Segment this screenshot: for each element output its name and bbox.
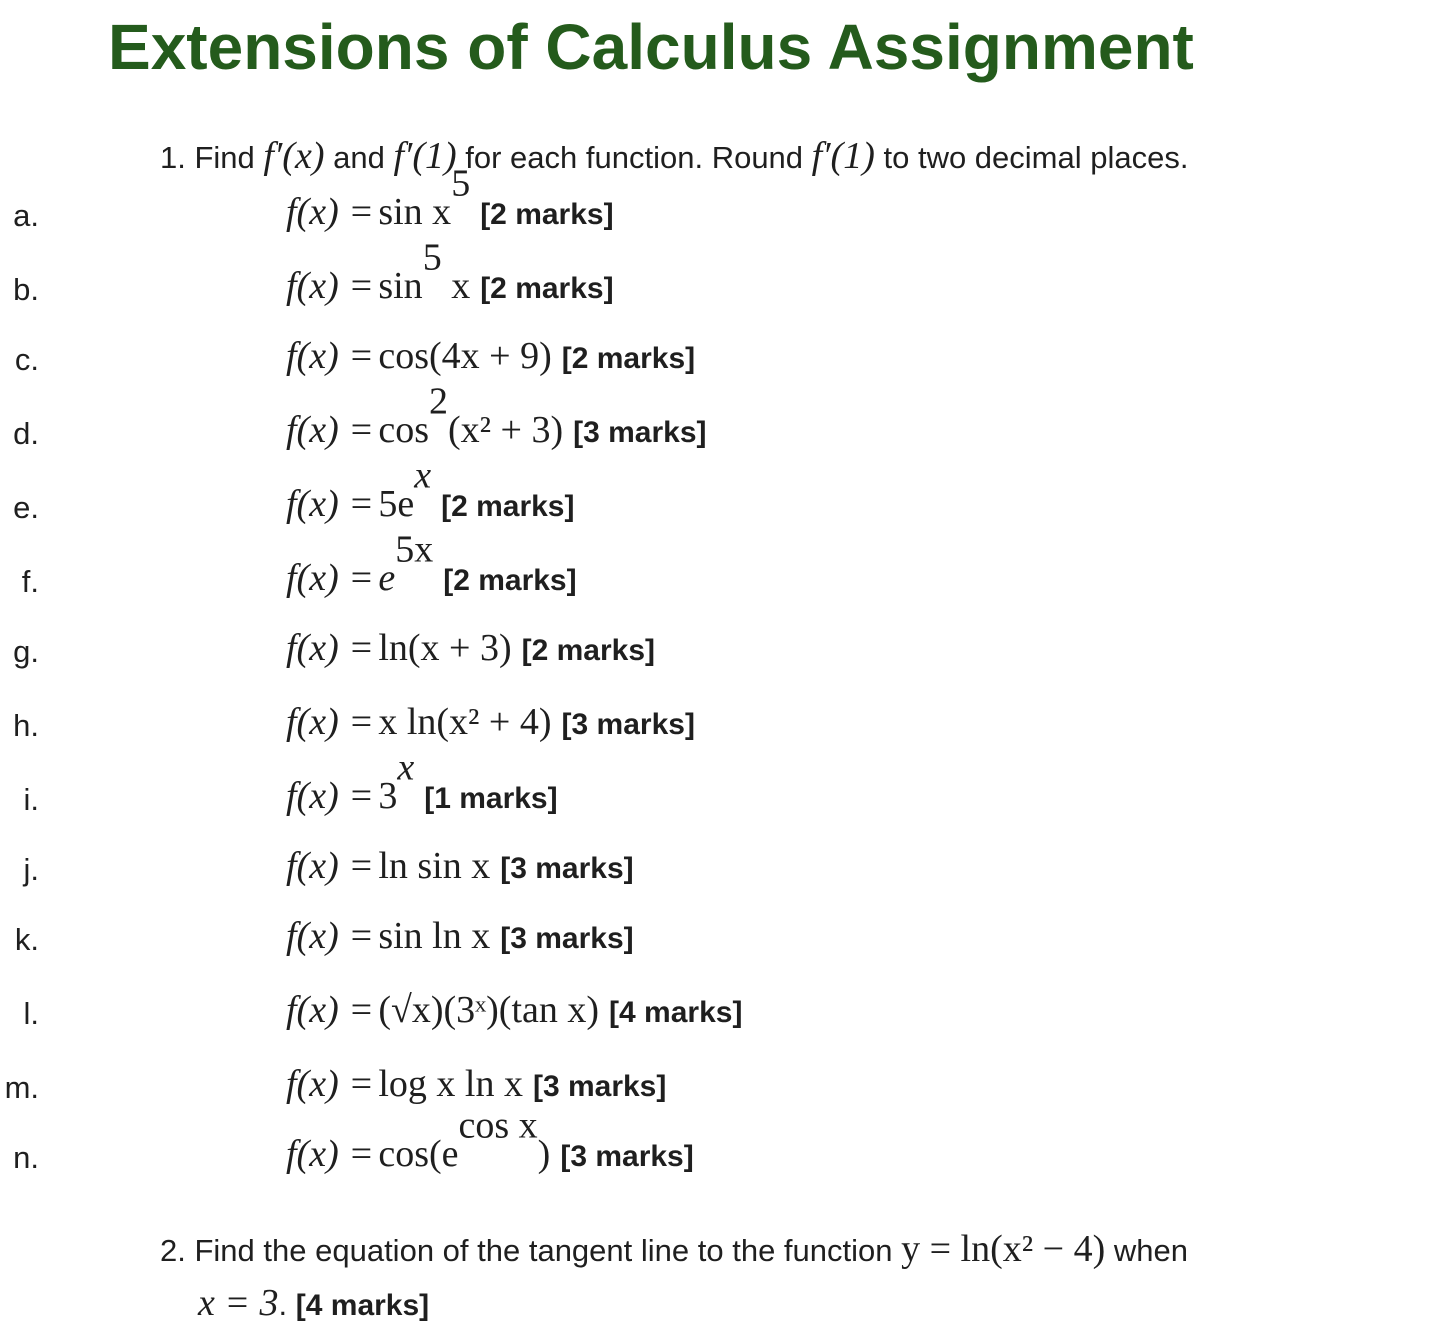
- math-expression: f′(1): [393, 135, 457, 177]
- function-rhs: 5e: [378, 483, 415, 525]
- list-item: [0, 326, 1200, 386]
- function-rhs: sin ln x: [378, 915, 491, 957]
- exponent: x: [397, 746, 415, 789]
- function-rhs: sin x: [378, 191, 452, 233]
- list-item: [0, 980, 1200, 1040]
- marks-badge: [3 marks]: [532, 1070, 667, 1103]
- list-item: [0, 836, 1200, 896]
- function-lhs: f(x) =: [286, 557, 374, 599]
- list-item: [0, 692, 1200, 752]
- list-item: [0, 1104, 1200, 1184]
- function-rhs: ln(x + 3): [378, 627, 512, 669]
- marks-badge: [3 marks]: [500, 852, 634, 885]
- math-expression: f′(x): [263, 135, 325, 177]
- prompt-text: to two decimal places.: [883, 140, 1189, 175]
- function-lhs: f(x) =: [286, 409, 374, 451]
- item-label: f.: [21, 564, 39, 599]
- item-label: m.: [4, 1070, 39, 1105]
- exponent: 2: [428, 380, 448, 423]
- marks-badge: [4 marks]: [609, 996, 743, 1029]
- function-lhs: f(x) =: [286, 915, 374, 957]
- function-lhs: f(x) =: [286, 845, 374, 887]
- list-item: [0, 454, 1200, 534]
- prompt-text: Find the equation of the tangent line to the function: [194, 1233, 893, 1268]
- function-lhs: f(x) =: [286, 627, 374, 669]
- item-label: g.: [13, 634, 39, 669]
- prompt-text: Find: [194, 140, 255, 175]
- prompt-text: for each function. Round: [465, 140, 804, 175]
- exponent: 5: [422, 236, 442, 279]
- function-tail: x: [441, 265, 471, 307]
- marks-badge: [2 marks]: [521, 634, 656, 667]
- exponent: 5x: [395, 528, 434, 571]
- page-title: Extensions of Calculus Assignment: [108, 11, 1194, 83]
- item-label: j.: [23, 852, 39, 887]
- function-rhs: x ln(x² + 4): [378, 701, 552, 743]
- marks-badge: [2 marks]: [561, 342, 696, 375]
- marks-badge: [4 marks]: [295, 1289, 430, 1322]
- list-item: [0, 162, 1200, 242]
- marks-badge: [2 marks]: [480, 198, 614, 231]
- list-item: [0, 528, 1200, 608]
- question-number: 2.: [160, 1233, 186, 1268]
- function-rhs: cos(e: [378, 1133, 459, 1175]
- function-tail: (x² + 3): [447, 409, 564, 451]
- list-item: [0, 746, 1200, 826]
- function-rhs: sin: [378, 265, 423, 307]
- function-lhs: f(x) =: [286, 989, 374, 1031]
- question-2-prompt: [160, 1223, 1188, 1332]
- function-rhs: 3: [378, 775, 398, 817]
- marks-badge: [2 marks]: [443, 564, 577, 597]
- function-rhs: e: [378, 557, 396, 599]
- marks-badge: [3 marks]: [500, 922, 634, 955]
- math-expression: y = ln(x² − 4): [901, 1228, 1106, 1270]
- function-lhs: f(x) =: [286, 335, 374, 377]
- item-label: h.: [13, 708, 39, 743]
- prompt-text: when: [1113, 1233, 1188, 1268]
- item-label: n.: [13, 1140, 39, 1175]
- function-rhs: cos(4x + 9): [378, 335, 552, 377]
- marks-badge: [3 marks]: [560, 1140, 694, 1173]
- function-lhs: f(x) =: [286, 191, 374, 233]
- function-rhs: cos: [378, 409, 429, 451]
- item-label: i.: [23, 782, 39, 817]
- question-1-prompt: [160, 134, 1188, 178]
- exponent: x: [414, 454, 432, 497]
- marks-badge: [2 marks]: [480, 272, 614, 305]
- function-lhs: f(x) =: [286, 483, 374, 525]
- function-rhs: (√x)(3ˣ)(tan x): [378, 989, 600, 1031]
- function-lhs: f(x) =: [286, 775, 374, 817]
- item-label: a.: [13, 198, 39, 233]
- list-item: [0, 906, 1200, 966]
- list-item: [0, 618, 1200, 678]
- prompt-text: and: [333, 140, 385, 175]
- item-label: l.: [23, 996, 39, 1031]
- list-item: [0, 236, 1200, 316]
- function-tail: ): [537, 1133, 551, 1175]
- question-number: 1.: [160, 140, 186, 175]
- marks-badge: [3 marks]: [573, 416, 707, 449]
- item-label: e.: [13, 490, 39, 525]
- prompt-text: .: [278, 1287, 288, 1322]
- exponent: 5: [451, 162, 471, 205]
- function-lhs: f(x) =: [286, 265, 374, 307]
- list-item: [0, 380, 1200, 460]
- function-lhs: f(x) =: [286, 701, 374, 743]
- exponent: cos x: [458, 1104, 538, 1147]
- function-lhs: f(x) =: [286, 1063, 374, 1105]
- list-item: [0, 1054, 1200, 1114]
- marks-badge: [2 marks]: [441, 490, 575, 523]
- item-label: d.: [13, 416, 39, 451]
- item-label: c.: [14, 342, 39, 377]
- item-label: b.: [13, 272, 39, 307]
- function-lhs: f(x) =: [286, 1133, 374, 1175]
- math-expression: f′(1): [811, 135, 875, 177]
- function-rhs: log x ln x: [378, 1063, 523, 1105]
- marks-badge: [1 marks]: [424, 782, 558, 815]
- item-label: k.: [14, 922, 39, 957]
- marks-badge: [3 marks]: [561, 708, 695, 741]
- math-expression: x = 3: [198, 1282, 279, 1324]
- function-rhs: ln sin x: [378, 845, 491, 887]
